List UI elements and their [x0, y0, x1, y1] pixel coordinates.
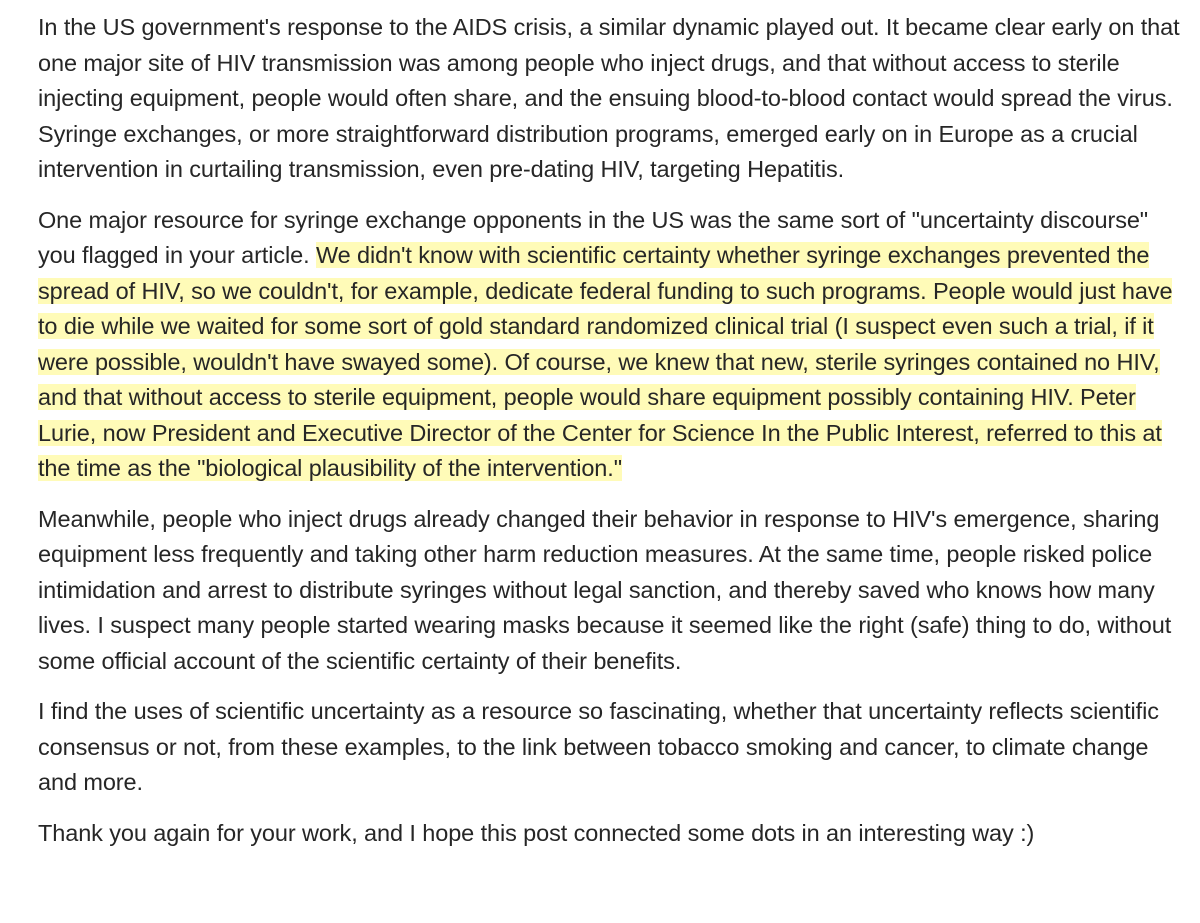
- paragraph-thank-you: Thank you again for your work, and I hope this post connected some dots in an interesting way :): [38, 819, 1035, 846]
- highlighted-text: We didn't know with scientific certainty whether syringe exchanges prevented the spread of HIV, so we couldn't, for example, dedicate federal funding to such programs. People would just have to die while we waited for some sort of gold standard randomized clinical trial (I suspect even such a trial, if it were possible, wouldn't have swayed some). Of course, we knew that new, sterile syringes contained no HIV, and that without access to sterile equipment, people would share equipment possibly containing HIV. Peter Lurie, now President and Executive Director of the Center for Science In the Public Interest, referred to this at the time as the "biological plausibility of the intervention.": [38, 242, 1173, 481]
- paragraph-aids-response: In the US government's response to the AIDS crisis, a similar dynamic played out. It became clear early on that one major site of HIV transmission was among people who inject drugs, and that without access to sterile injecting equipment, people would often share, and the ensuing blood-to-blood contact would spread the virus. Syringe exchanges, or more straightforward distribution programs, emerged early on in Europe as a crucial intervention in curtailing transmission, even pre-dating HIV, targeting Hepatitis.: [38, 14, 1180, 182]
- document-body: [38, 10, 1188, 866]
- paragraph-uses-of-uncertainty: I find the uses of scientific uncertainty as a resource so fascinating, whether that uncertainty reflects scientific consensus or not, from these examples, to the link between tobacco smoking and cancer, to climate change and more.: [38, 698, 1159, 795]
- paragraph-behavior-change: Meanwhile, people who inject drugs already changed their behavior in response to HIV's emergence, sharing equipment less frequently and taking other harm reduction measures. At the same time, people risked police intimidation and arrest to distribute syringes without legal sanction, and thereby saved who knows how many lives. I suspect many people started wearing masks because it seemed like the right (safe) thing to do, without some official account of the scientific certainty of their benefits.: [38, 505, 1172, 674]
- paragraph-intro-text: One major resource for syringe exchange opponents in the US was the same sort of "uncertainty discourse" you flagged in your article.: [38, 206, 1149, 268]
- paragraph-uncertainty-discourse: [38, 203, 1188, 487]
